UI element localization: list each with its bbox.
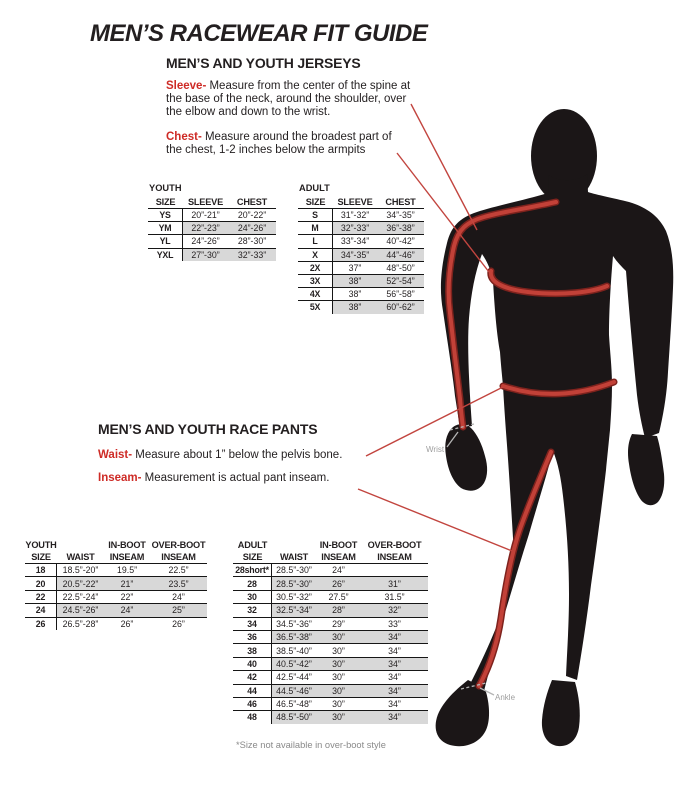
column-header: SLEEVE xyxy=(187,196,224,207)
table-row xyxy=(25,603,207,616)
value-cell: 26.5”-28” xyxy=(62,618,99,629)
table-row xyxy=(25,576,207,589)
value-cell: 38.5”-40” xyxy=(276,645,312,656)
table-header-row xyxy=(25,538,207,551)
table-label: YOUTH xyxy=(149,183,182,193)
size-cell: 24 xyxy=(25,604,57,616)
value-cell: 52”-54” xyxy=(377,275,424,287)
column-header: OVER-BOOT xyxy=(367,539,422,550)
value-cell: 32”-33” xyxy=(333,222,377,234)
value-cell: 34” xyxy=(361,631,428,643)
table-row xyxy=(298,208,424,221)
value-cell: 34”-35” xyxy=(333,249,377,261)
value-cell: 28.5”-30” xyxy=(276,565,312,576)
table-header-row xyxy=(298,195,424,208)
inseam-instruction xyxy=(98,472,329,485)
pants-section-heading: MEN’S AND YOUTH RACE PANTS xyxy=(98,421,318,437)
value-cell: 20”-21” xyxy=(191,210,220,221)
table-row xyxy=(233,563,428,576)
size-cell: M xyxy=(298,222,333,234)
column-header: SIZE xyxy=(242,552,263,562)
table-row xyxy=(298,234,424,247)
table-row xyxy=(25,590,207,603)
size-cell: 28short* xyxy=(233,564,272,576)
value-cell: 30” xyxy=(316,658,361,670)
column-header: ADULT xyxy=(237,539,268,550)
waist-instruction-text: Measure about 1” below the pelvis bone. xyxy=(132,449,343,461)
sleeve-instruction-text: Measure from the center of the spine at the base of the neck, around the shoulder, over the elbow and down to the wrist. xyxy=(166,80,411,118)
sleeve-instruction xyxy=(166,80,422,119)
value-cell: 20.5”-22” xyxy=(57,577,104,589)
column-header: IN-BOOT xyxy=(108,539,146,550)
value-cell: 34” xyxy=(361,658,428,670)
column-header: SIZE xyxy=(31,552,51,562)
table-row xyxy=(233,670,428,683)
value-cell: 34” xyxy=(388,672,401,683)
table-row xyxy=(298,221,424,234)
column-header: SLEEVE xyxy=(337,196,373,207)
value-cell: 30” xyxy=(316,685,361,697)
value-cell: 25” xyxy=(150,604,207,616)
size-cell: 3X xyxy=(298,275,333,287)
size-cell: YXL xyxy=(148,249,183,261)
value-cell: 40”-42” xyxy=(386,236,415,247)
size-cell: 36 xyxy=(233,631,272,643)
value-cell: 40.5”-42” xyxy=(272,658,316,670)
column-header: SIZE xyxy=(155,196,176,207)
value-cell: 32” xyxy=(361,604,428,616)
column-header: SIZE xyxy=(305,196,326,207)
table-row xyxy=(298,248,424,261)
size-cell: 38 xyxy=(233,644,272,656)
size-cell: YS xyxy=(148,209,183,221)
size-cell: X xyxy=(298,249,333,261)
table-row xyxy=(233,697,428,710)
value-cell: 46.5”-48” xyxy=(276,699,312,710)
value-cell: 56”-58” xyxy=(386,289,415,300)
value-cell: 18.5”-20” xyxy=(62,565,99,576)
value-cell: 34.5”-36” xyxy=(276,618,312,629)
value-cell: 27”-30” xyxy=(183,249,228,261)
table-row xyxy=(298,300,424,313)
value-cell: 32.5”-34” xyxy=(272,604,316,616)
table-row xyxy=(233,630,428,643)
table-header-row xyxy=(233,551,428,563)
figure-left-foot xyxy=(436,680,489,746)
value-cell: 36”-38” xyxy=(377,222,424,234)
waist-instruction-label: Waist- xyxy=(98,449,133,461)
table-header-row xyxy=(25,551,207,563)
value-cell: 21” xyxy=(104,577,150,589)
figure-left-hand xyxy=(445,424,487,490)
size-cell: YM xyxy=(148,222,183,234)
table-row xyxy=(233,643,428,656)
value-cell: 24”-26” xyxy=(191,236,220,247)
table-row xyxy=(148,248,276,261)
value-cell: 29” xyxy=(332,618,345,629)
size-cell: 30 xyxy=(233,591,272,603)
table-row xyxy=(233,710,428,723)
size-cell: 48 xyxy=(233,711,272,723)
value-cell: 48”-50” xyxy=(386,262,415,273)
value-cell: 32”-33” xyxy=(228,249,276,261)
value-cell: 26” xyxy=(120,618,134,629)
value-cell: 44.5”-46” xyxy=(272,685,316,697)
column-header: YOUTH xyxy=(25,539,57,550)
table-body xyxy=(25,563,207,630)
column-header: INSEAM xyxy=(161,552,196,562)
value-cell: 38” xyxy=(333,301,377,313)
value-cell: 30” xyxy=(316,631,361,643)
column-header: CHEST xyxy=(236,196,268,207)
table-header-row xyxy=(148,195,276,208)
value-cell: 22” xyxy=(120,591,134,602)
size-cell: 26 xyxy=(25,618,57,630)
adult-jersey-size-table xyxy=(298,183,424,314)
table-body xyxy=(233,563,428,724)
size-cell: 32 xyxy=(233,604,272,616)
value-cell: 34” xyxy=(361,685,428,697)
value-cell: 33” xyxy=(388,618,401,629)
size-cell: 34 xyxy=(233,618,272,630)
table-row xyxy=(25,617,207,630)
column-header: INSEAM xyxy=(377,552,412,562)
value-cell: 22”-23” xyxy=(183,222,228,234)
value-cell: 30” xyxy=(332,699,345,710)
value-cell: 30” xyxy=(332,672,345,683)
value-cell: 20”-22” xyxy=(237,210,267,221)
value-cell: 38” xyxy=(348,289,362,300)
value-cell: 22.5”-24” xyxy=(62,591,99,602)
table-label: ADULT xyxy=(299,183,330,193)
value-cell: 26” xyxy=(316,577,361,589)
table-header-row xyxy=(233,538,428,551)
wrist-label: Wrist xyxy=(426,445,445,454)
size-cell: 4X xyxy=(298,288,333,300)
value-cell: 28”-30” xyxy=(237,236,267,247)
size-cell: 2X xyxy=(298,262,333,274)
table-row xyxy=(233,617,428,630)
column-header: OVER-BOOT xyxy=(151,539,206,550)
table-row xyxy=(148,221,276,234)
value-cell: 24” xyxy=(332,565,345,576)
table-body xyxy=(148,208,276,261)
table-row xyxy=(298,274,424,287)
value-cell: 33”-34” xyxy=(340,236,370,247)
value-cell: 30.5”-32” xyxy=(276,591,312,602)
size-cell: YL xyxy=(148,235,183,247)
table-row xyxy=(298,287,424,300)
value-cell: 37” xyxy=(348,262,362,273)
value-cell: 34” xyxy=(361,711,428,723)
table-row xyxy=(233,590,428,603)
size-cell: S xyxy=(298,209,333,221)
value-cell xyxy=(361,564,428,576)
size-cell: 22 xyxy=(25,591,57,603)
chest-instruction xyxy=(166,131,406,157)
table-row xyxy=(233,603,428,616)
size-cell: 5X xyxy=(298,301,333,313)
table-row xyxy=(233,684,428,697)
table-row xyxy=(25,563,207,576)
size-cell: 18 xyxy=(25,564,57,576)
value-cell: 30” xyxy=(332,645,345,656)
jerseys-section-heading: MEN’S AND YOUTH JERSEYS xyxy=(166,55,361,71)
value-cell: 60”-62” xyxy=(377,301,424,313)
table-row xyxy=(148,208,276,221)
adult-pants-size-table xyxy=(233,538,428,724)
size-cell: 44 xyxy=(233,685,272,697)
figure-body xyxy=(441,174,673,691)
column-header: IN-BOOT xyxy=(319,539,358,550)
table-row xyxy=(233,657,428,670)
footnote: *Size not available in over-boot style xyxy=(236,740,386,750)
size-cell: 46 xyxy=(233,698,272,710)
value-cell: 30” xyxy=(316,711,361,723)
inseam-instruction-text: Measurement is actual pant inseam. xyxy=(141,472,330,484)
value-cell: 24” xyxy=(172,591,185,602)
size-cell: L xyxy=(298,235,333,247)
column-header: CHEST xyxy=(385,196,416,207)
chest-instruction-label: Chest- xyxy=(166,131,202,143)
value-cell: 28.5”-30” xyxy=(272,577,316,589)
value-cell: 24.5”-26” xyxy=(57,604,104,616)
value-cell: 48.5”-50” xyxy=(272,711,316,723)
value-cell: 31”-32” xyxy=(340,210,370,221)
chest-instruction-text: Measure around the broadest part of the chest, 1-2 inches below the armpits xyxy=(166,131,392,156)
page-title: MEN’S RACEWEAR FIT GUIDE xyxy=(90,20,428,47)
value-cell: 31.5” xyxy=(384,591,405,602)
value-cell: 22.5” xyxy=(168,565,189,576)
figure-right-hand xyxy=(628,434,664,505)
value-cell: 24”-26” xyxy=(228,222,276,234)
column-header: INSEAM xyxy=(109,552,145,562)
table-row xyxy=(298,261,424,274)
value-cell: 26” xyxy=(172,618,185,629)
size-cell: 42 xyxy=(233,671,272,683)
inseam-instruction-label: Inseam- xyxy=(98,472,142,484)
value-cell: 28” xyxy=(316,604,361,616)
size-cell: 40 xyxy=(233,658,272,670)
value-cell: 34” xyxy=(388,645,401,656)
table-row xyxy=(233,576,428,589)
value-cell: 42.5”-44” xyxy=(276,672,312,683)
value-cell: 27.5” xyxy=(328,591,349,602)
waist-instruction xyxy=(98,449,342,462)
figure-right-foot xyxy=(542,680,580,746)
table-body xyxy=(298,208,424,314)
value-cell: 31” xyxy=(361,577,428,589)
value-cell: 19.5” xyxy=(116,565,138,576)
value-cell: 24” xyxy=(104,604,150,616)
value-cell: 36.5”-38” xyxy=(272,631,316,643)
ankle-label: Ankle xyxy=(495,693,516,702)
value-cell: 23.5” xyxy=(150,577,207,589)
column-header: WAIST xyxy=(66,552,95,562)
value-cell: 34”-35” xyxy=(386,210,415,221)
column-header: INSEAM xyxy=(321,552,356,562)
column-header: WAIST xyxy=(279,552,309,562)
youth-pants-size-table xyxy=(25,538,207,630)
table-row xyxy=(148,234,276,247)
size-cell: 28 xyxy=(233,577,272,589)
size-cell: 20 xyxy=(25,577,57,589)
value-cell: 44”-46” xyxy=(377,249,424,261)
youth-jersey-size-table xyxy=(148,183,276,261)
sleeve-instruction-label: Sleeve- xyxy=(166,80,207,92)
value-cell: 38” xyxy=(333,275,377,287)
value-cell: 34” xyxy=(388,699,401,710)
